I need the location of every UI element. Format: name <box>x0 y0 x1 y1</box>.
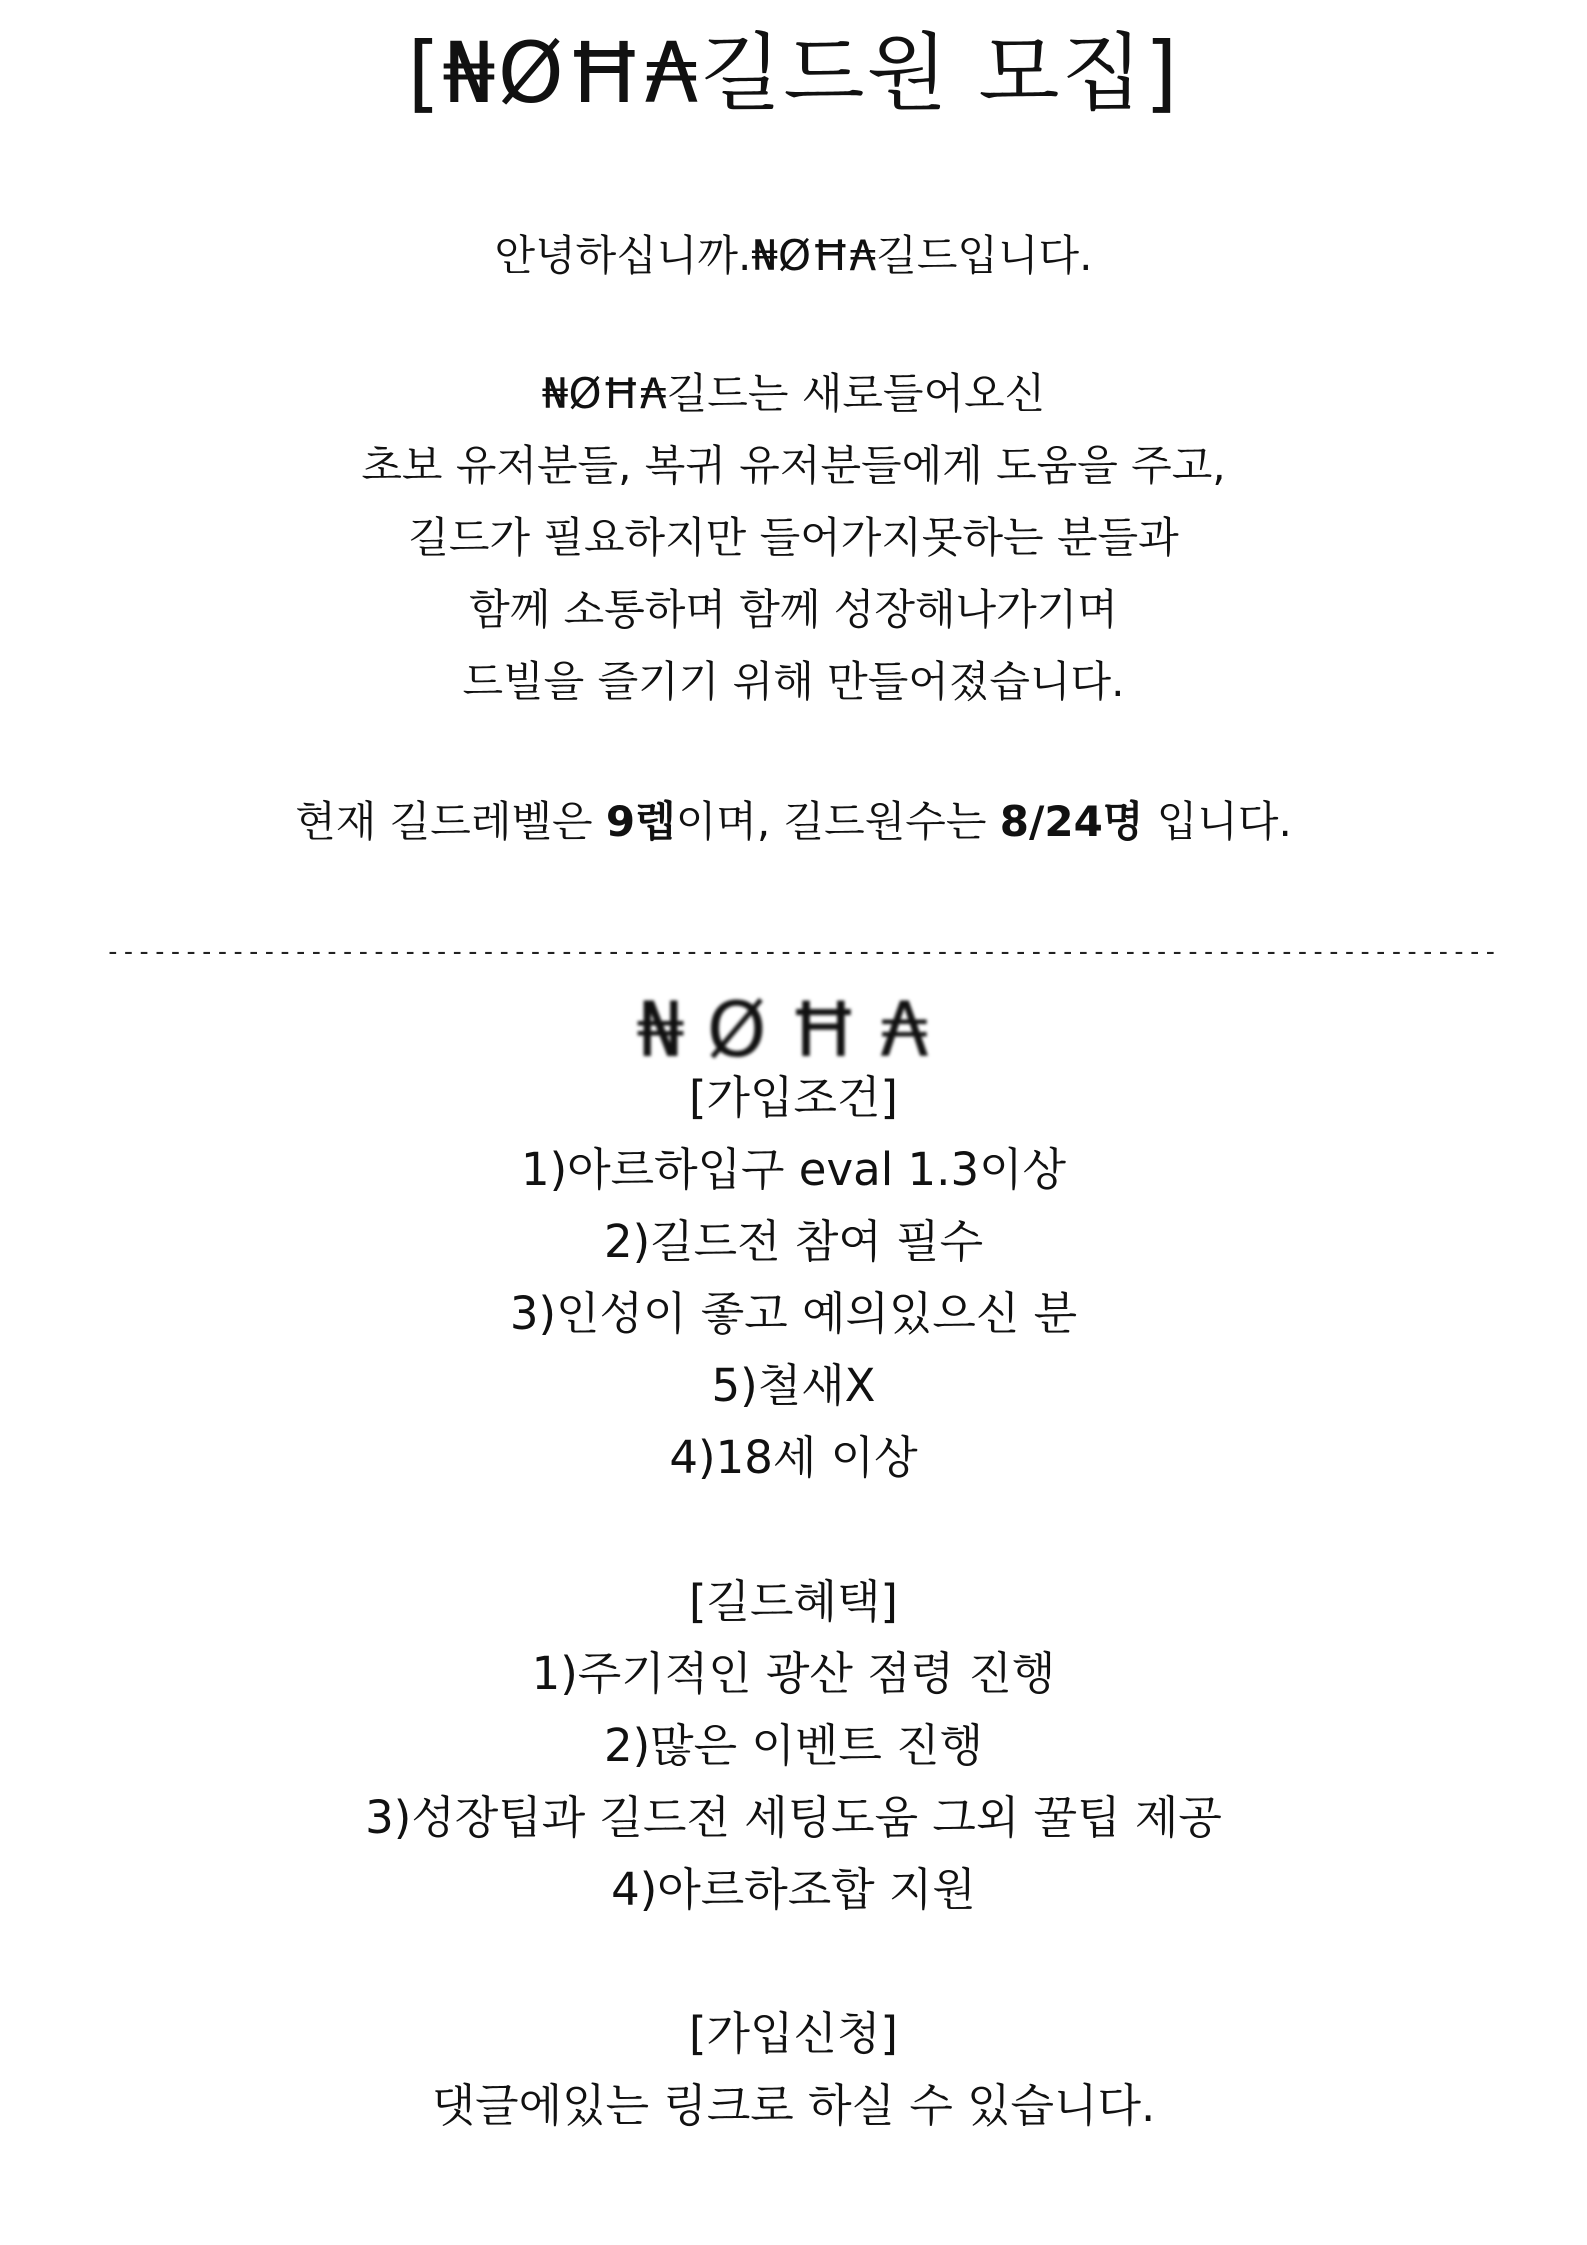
guild-status <box>0 786 1587 858</box>
info-sections <box>0 1062 1587 2142</box>
benefit-item: 3)성장팁과 길드전 세팅도움 그외 꿀팁 제공 <box>365 1791 1222 1844</box>
requirement-item: 1)아르하입구 eval 1.3이상 <box>520 1143 1067 1196</box>
description-line: 길드가 필요하지만 들어가지못하는 분들과 <box>408 513 1179 562</box>
description-line: ₦ØĦ₳길드는 새로들어오신 <box>541 369 1046 418</box>
page-title: [₦ØĦ₳길드원 모집] <box>407 24 1180 122</box>
status-prefix: 현재 길드레벨은 <box>295 797 606 846</box>
benefit-item: 4)아르하조합 지원 <box>611 1863 976 1916</box>
intro-section <box>0 220 1587 858</box>
status-suffix: 입니다. <box>1143 797 1292 846</box>
benefit-item: 2)많은 이벤트 진행 <box>603 1719 984 1772</box>
benefits-section <box>0 1566 1587 1926</box>
guild-logo: ₦ØĦ₳ <box>636 985 951 1074</box>
apply-text: 댓글에있는 링크로 하실 수 있습니다. <box>431 2079 1156 2132</box>
description-line: 드빌을 즐기기 위해 만들어졌습니다. <box>462 657 1125 706</box>
requirement-item: 2)길드전 참여 필수 <box>603 1215 984 1268</box>
apply-section <box>0 1998 1587 2142</box>
status-middle: 이며, 길드원수는 <box>675 797 1000 846</box>
requirement-item: 4)18세 이상 <box>669 1431 918 1484</box>
member-count: 8/24명 <box>999 797 1144 846</box>
apply-heading: [가입신청] <box>689 2007 898 2060</box>
requirements-heading: [가입조건] <box>689 1071 898 1124</box>
description-line: 함께 소통하며 함께 성장해나가기며 <box>469 585 1118 634</box>
dashed-divider: ----------------------------------------------------------------------------------------- <box>105 937 1499 967</box>
description-line: 초보 유저분들, 복귀 유저분들에게 도움을 주고, <box>361 441 1226 490</box>
benefits-heading: [길드혜택] <box>689 1575 898 1628</box>
greeting-text: 안녕하십니까.₦ØĦ₳길드입니다. <box>494 231 1093 280</box>
guild-level: 9렙 <box>605 797 676 846</box>
requirements-section <box>0 1062 1587 1494</box>
requirement-item: 5)철새X <box>711 1359 876 1412</box>
benefit-item: 1)주기적인 광산 점령 진행 <box>531 1647 1056 1700</box>
requirement-item: 3)인성이 좋고 예의있으신 분 <box>509 1287 1078 1340</box>
